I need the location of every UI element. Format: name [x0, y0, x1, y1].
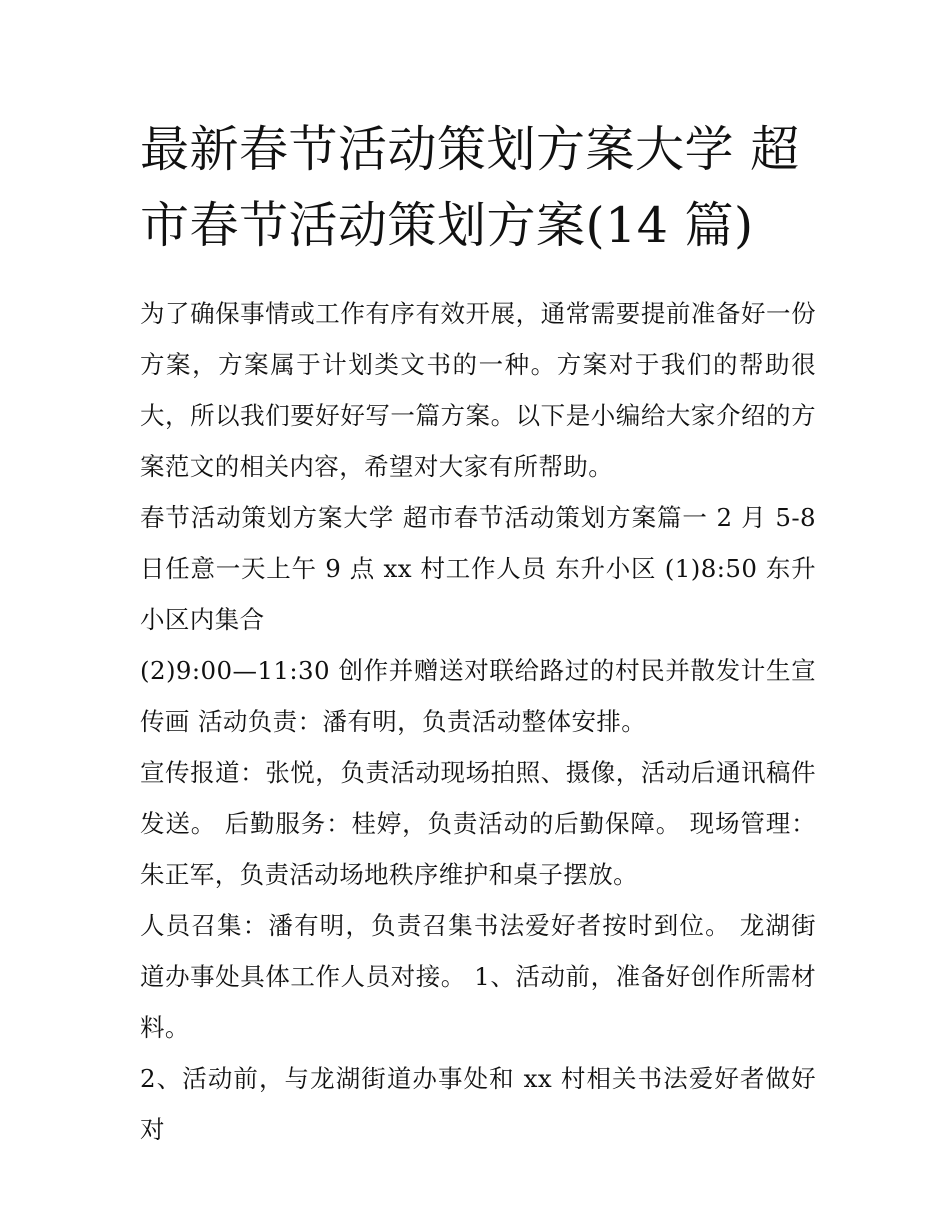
document-page [140, 112, 816, 1155]
document-title: 最新春节活动策划方案大学 超市春节活动策划方案(14 篇) [140, 121, 800, 254]
paragraph-staff: 宣传报道：张悦，负责活动现场拍照、摄像，活动后通讯稿件发送。 后勤服务：桂婷，负责活动的后勤保障。 现场管理：朱正军，负责活动场地秩序维护和桌子摆放。 [140, 758, 816, 889]
paragraph-intro: 为了确保事情或工作有序有效开展，通常需要提前准备好一份方案，方案属于计划类文书的一种。方案对于我们的帮助很大，所以我们要好好写一篇方案。以下是小编给大家介绍的方案范文的相关内容，希望对大家有所帮助。 [140, 299, 816, 481]
paragraph-preparation: 2、活动前，与龙湖街道办事处和 xx 村相关书法爱好者做好对 [140, 1064, 816, 1144]
paragraph-schedule: 春节活动策划方案大学 超市春节活动策划方案篇一 2 月 5-8 日任意一天上午 9 点 xx 村工作人员 东升小区 (1)8:50 东升小区内集合 [140, 503, 816, 634]
paragraph-recruit: 人员召集：潘有明，负责召集书法爱好者按时到位。 龙湖街道办事处具体工作人员对接。 1、活动前，准备好创作所需材料。 [140, 911, 816, 1042]
paragraph-activity: (2)9:00—11:30 创作并赠送对联给路过的村民并散发计生宣传画 活动负责：潘有明，负责活动整体安排。 [140, 656, 816, 736]
document-body [140, 288, 816, 1155]
